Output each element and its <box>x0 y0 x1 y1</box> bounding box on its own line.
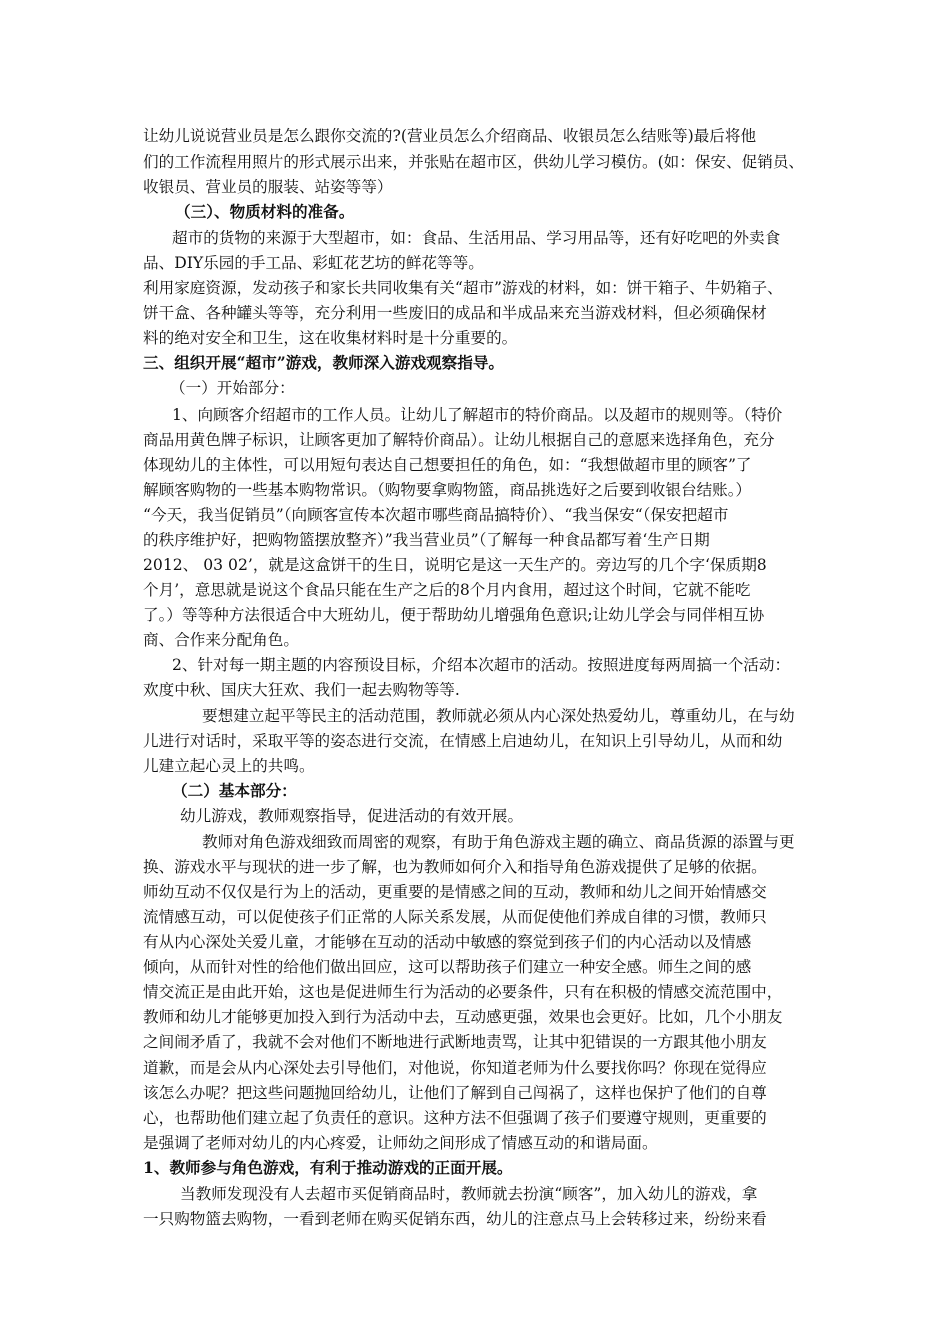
text-line: 收银员、营业员的服装、站姿等等） <box>143 178 393 196</box>
text-line: 饼干盒、各种罐头等等，充分利用一些废旧的成品和半成品来充当游戏材料，但必须确保材 <box>143 304 767 322</box>
text-line: 心，也帮助他们建立起了负责任的意识。这种方法不但强调了孩子们要遵守规则，更重要的 <box>143 1109 767 1127</box>
text-line: 的秩序维护好，把购物篮摆放整齐）”我当营业员”（了解每一种食品都写着‘生产日期 <box>143 531 710 549</box>
text-line: 解顾客购物的一些基本购物常识。（购物要拿购物篮，商品挑选好之后要到收银台结账。） <box>143 481 752 499</box>
text-line: “今天，我当促销员”（向顾客宣传本次超市哪些商品搞特价）、“我当保安“（保安把超市 <box>143 506 729 524</box>
text-line: 儿进行对话时，采取平等的姿态进行交流，在情感上启迪幼儿，在知识上引导幼儿，从而和幼 <box>143 732 783 750</box>
text-line: 个月’，意思就是说这个食品只能在生产之后的8个月内食用，超过这个时间，它就不能吃 <box>143 581 751 599</box>
subsection-heading: （二）基本部分： <box>172 781 297 800</box>
text-line: 利用家庭资源，发动孩子和家长共同收集有关“超市”游戏的材料，如：饼干箱子、牛奶箱子、 <box>143 279 783 297</box>
text-line: 之间闹矛盾了，我就不会对他们不断地进行武断地责骂，让其中犯错误的一方跟其他小朋友 <box>143 1033 767 1051</box>
text-line: 了。）等等种方法很适合中大班幼儿，便于帮助幼儿增强角色意识;让幼儿学会与同伴相互协 <box>143 606 765 624</box>
subsection-heading: （一）开始部分： <box>170 379 295 397</box>
text-line: 是强调了老师对幼儿的内心疼爱，让师幼之间形成了情感互动的和谐局面。 <box>143 1134 658 1152</box>
text-line: 教师和幼儿才能够更加投入到行为活动中去，互动感更强，效果也会更好。比如，几个小朋友 <box>143 1008 783 1026</box>
text-line: 要想建立起平等民主的活动范围，教师就必须从内心深处热爱幼儿，尊重幼儿，在与幼 <box>202 707 795 725</box>
text-line: 让幼儿说说营业员是怎么跟你交流的?(营业员怎么介绍商品、收银员怎么结账等)最后将他 <box>143 127 757 145</box>
section-heading: 三、组织开展“超市”游戏，教师深入游戏观察指导。 <box>143 353 505 372</box>
text-line: 体现幼儿的主体性，可以用短句表达自己想要担任的角色，如：“我想做超市里的顾客”了 <box>143 456 752 474</box>
section-heading: （三）、物质材料的准备。 <box>175 202 355 221</box>
text-line: 当教师发现没有人去超市买促销商品时，教师就去扮演“顾客”，加入幼儿的游戏，拿 <box>180 1185 758 1203</box>
text-line: 一只购物篮去购物，一看到老师在购买促销东西，幼儿的注意点马上会转移过来，纷纷来看 <box>143 1210 767 1228</box>
text-line: 倾向，从而针对性的给他们做出回应，这可以帮助孩子们建立一种安全感。师生之间的感 <box>143 958 752 976</box>
text-line: 欢度中秋、国庆大狂欢、我们一起去购物等等. <box>143 681 460 699</box>
text-line: 商品用黄色牌子标识，让顾客更加了解特价商品）。让幼儿根据自己的意愿来选择角色，充分 <box>143 431 775 449</box>
text-line: 品、DIY乐园的手工品、彩虹花艺坊的鲜花等等。 <box>143 254 484 272</box>
section-heading: 1、教师参与角色游戏，有利于推动游戏的正面开展。 <box>143 1158 513 1177</box>
text-line: 换、游戏水平与现状的进一步了解，也为教师如何介入和指导角色游戏提供了足够的依据。 <box>143 858 767 876</box>
text-line: 道歉，而是会从内心深处去引导他们，对他说，你知道老师为什么要找你吗？你现在觉得应 <box>143 1059 767 1077</box>
text-line: 师幼互动不仅仅是行为上的活动，更重要的是情感之间的互动，教师和幼儿之间开始情感交 <box>143 883 767 901</box>
text-line: 料的绝对安全和卫生，这在收集材料时是十分重要的。 <box>143 329 518 347</box>
text-line: 商、合作来分配角色。 <box>143 631 299 649</box>
text-line: 2、针对每一期主题的内容预设目标，介绍本次超市的活动。按照进度每两周搞一个活动： <box>172 656 791 674</box>
text-line: 教师对角色游戏细致而周密的观察，有助于角色游戏主题的确立、商品货源的添置与更 <box>202 833 795 851</box>
text-line: 该怎么办呢？把这些问题抛回给幼儿，让他们了解到自己闯祸了，这样也保护了他们的自尊 <box>143 1084 767 1102</box>
text-line: 们的工作流程用照片的形式展示出来，并张贴在超市区，供幼儿学习模仿。(如：保安、促销员、 <box>143 153 805 171</box>
text-line: 2012、 03 02’，就是这盒饼干的生日，说明它是这一天生产的。旁边写的几个字‘保质期8 <box>143 556 767 574</box>
text-line: 儿建立起心灵上的共鸣。 <box>143 757 315 775</box>
text-line: 1、向顾客介绍超市的工作人员。让幼儿了解超市的特价商品。以及超市的规则等。（特价 <box>172 406 783 424</box>
text-line: 情交流正是由此开始，这也是促进师生行为活动的必要条件，只有在积极的情感交流范围中， <box>143 983 783 1001</box>
text-line: 流情感互动，可以促使孩子们正常的人际关系发展，从而促使他们养成自律的习惯，教师只 <box>143 908 767 926</box>
text-line: 有从内心深处关爱儿童，才能够在互动的活动中敏感的察觉到孩子们的内心活动以及情感 <box>143 933 752 951</box>
text-line: 幼儿游戏，教师观察指导，促进活动的有效开展。 <box>180 807 524 825</box>
text-line: 超市的货物的来源于大型超市，如：食品、生活用品、学习用品等，还有好吃吧的外卖食 <box>172 229 781 247</box>
